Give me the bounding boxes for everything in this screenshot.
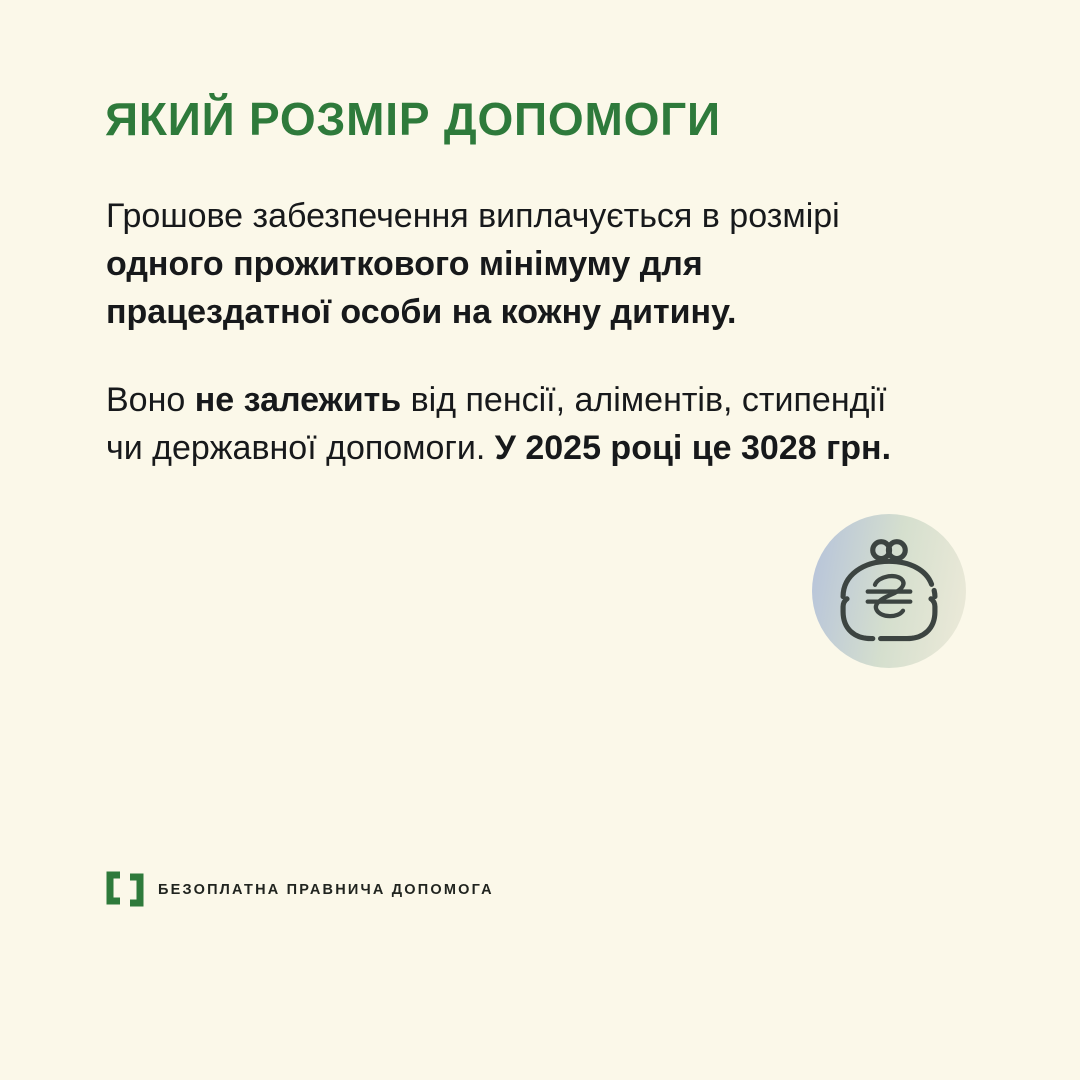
text-bold: не залежить bbox=[194, 381, 402, 419]
text-line bbox=[106, 376, 1006, 424]
gradient-circle-badge bbox=[812, 514, 966, 668]
brackets-logo-icon bbox=[105, 871, 145, 907]
paragraph-benefit-amount bbox=[106, 192, 1006, 336]
text-bold: працездатної особи на кожну дитину. bbox=[106, 293, 737, 331]
text-line bbox=[106, 288, 1006, 336]
text-normal: Грошове забезпечення виплачується в розмірі bbox=[106, 197, 840, 235]
text-normal: чи державної допомоги. bbox=[106, 429, 495, 467]
paragraph-benefit-independence bbox=[106, 376, 1006, 472]
coin-purse-hryvnia-icon bbox=[833, 535, 945, 647]
text-line bbox=[106, 192, 1006, 240]
text-bold: У 2025 році це 3028 грн. bbox=[494, 429, 892, 467]
body-text bbox=[106, 192, 1006, 472]
text-normal: Воно bbox=[106, 381, 195, 419]
page-title: ЯКИЙ РОЗМІР ДОПОМОГИ bbox=[105, 93, 721, 145]
brand-name: БЕЗОПЛАТНА ПРАВНИЧА ДОПОМОГА bbox=[158, 882, 494, 898]
text-normal: від пенсії, аліментів, стипендії bbox=[401, 381, 887, 419]
brand-footer bbox=[105, 871, 494, 907]
text-line bbox=[106, 240, 1006, 288]
text-bold: одного прожиткового мінімуму для bbox=[106, 245, 703, 283]
text-line bbox=[106, 424, 1006, 472]
